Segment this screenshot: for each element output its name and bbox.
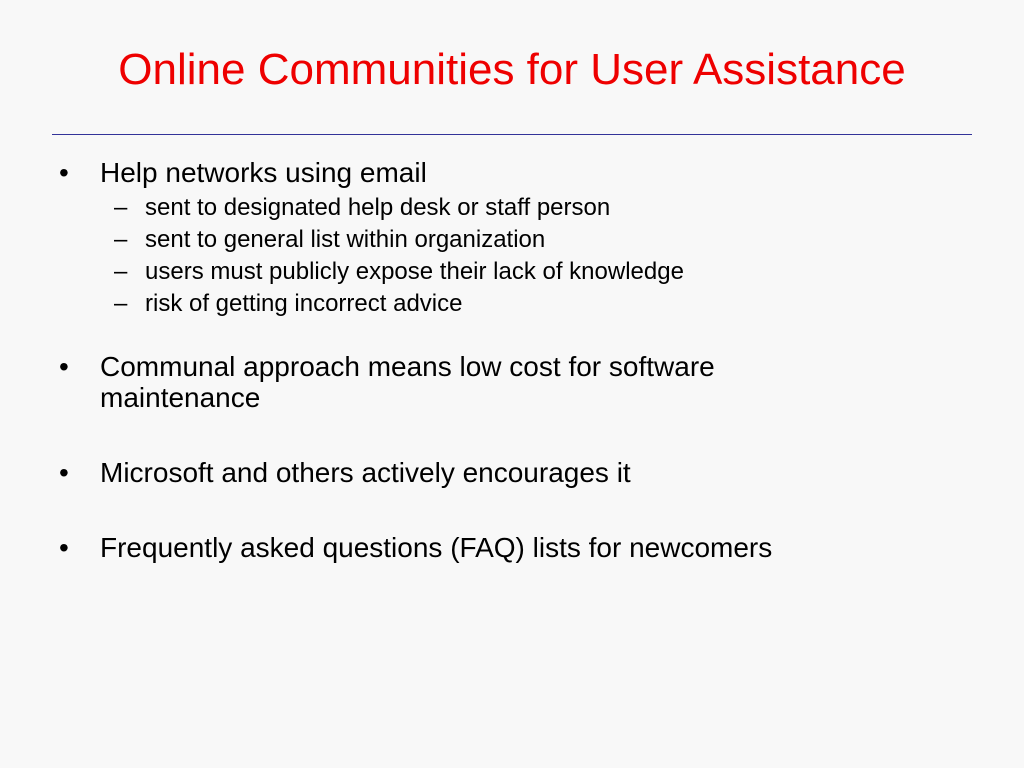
bullet-marker: • [59, 457, 69, 488]
sub-bullet-marker: – [114, 258, 128, 285]
sub-bullet-marker: – [114, 290, 128, 317]
sub-bullet-text: sent to designated help desk or staff person [145, 194, 611, 221]
sub-bullet-list [59, 192, 959, 320]
slide-content [59, 157, 959, 563]
sub-bullet-marker: – [114, 226, 128, 253]
bullet-item [59, 351, 830, 413]
sub-bullet-text: sent to general list within organization [145, 226, 546, 253]
bullet-marker: • [59, 157, 69, 188]
sub-bullet-text: users must publicly expose their lack of knowledge [145, 258, 684, 285]
bullet-text: Help networks using email [100, 157, 427, 188]
bullet-item [59, 157, 959, 188]
bullet-item [59, 457, 959, 488]
slide-title: Online Communities for User Assistance [118, 45, 906, 94]
sub-bullet-item [114, 224, 959, 256]
sub-bullet-marker: – [114, 194, 128, 221]
sub-bullet-item [114, 192, 959, 224]
sub-bullet-text: risk of getting incorrect advice [145, 290, 463, 317]
bullet-text: Microsoft and others actively encourages it [100, 457, 631, 488]
sub-bullet-item [114, 256, 959, 288]
bullet-marker: • [59, 532, 69, 563]
bullet-item [59, 532, 959, 563]
sub-bullet-item [114, 288, 959, 320]
bullet-text: Frequently asked questions (FAQ) lists for newcomers [100, 532, 773, 563]
title-divider [52, 134, 972, 135]
bullet-marker: • [59, 351, 69, 382]
bullet-text: Communal approach means low cost for software maintenance [100, 351, 715, 413]
